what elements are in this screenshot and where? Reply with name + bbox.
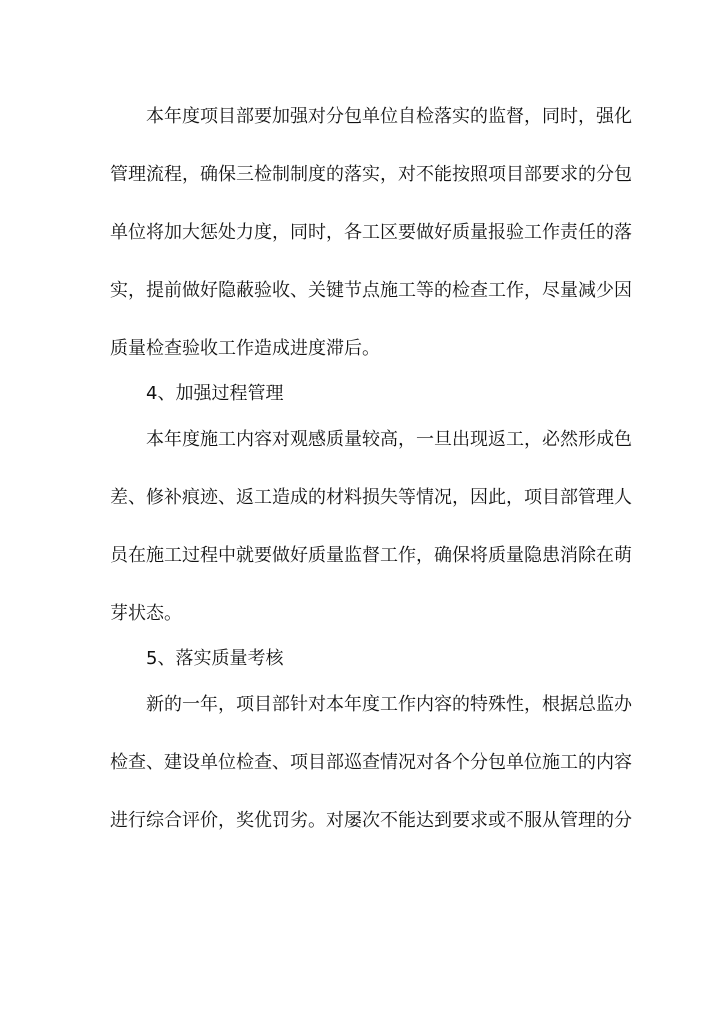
paragraph-line: 差、修补痕迹、返工造成的材料损失等情况，因此，项目部管理人 <box>110 487 632 508</box>
paragraph-line: 进行综合评价，奖优罚劣。对屡次不能达到要求或不服从管理的分 <box>110 810 632 831</box>
paragraph-line: 芽状态。 <box>110 603 182 624</box>
paragraph-line: 新的一年，项目部针对本年度工作内容的特殊性，根据总监办 <box>146 694 632 715</box>
section-heading: 5、落实质量考核 <box>146 648 284 669</box>
paragraph-line: 单位将加大惩处力度，同时，各工区要做好质量报验工作责任的落 <box>110 222 632 243</box>
paragraph-line: 本年度项目部要加强对分包单位自检落实的监督，同时，强化 <box>146 106 632 127</box>
paragraph-line: 本年度施工内容对观感质量较高，一旦出现返工，必然形成色 <box>146 429 632 450</box>
paragraph-line: 员在施工过程中就要做好质量监督工作，确保将质量隐患消除在萌 <box>110 545 632 566</box>
paragraph-line: 实，提前做好隐蔽验收、关键节点施工等的检查工作，尽量减少因 <box>110 280 632 301</box>
section-heading: 4、加强过程管理 <box>146 383 284 404</box>
paragraph-line: 检查、建设单位检查、项目部巡查情况对各个分包单位施工的内容 <box>110 752 632 773</box>
paragraph-line: 管理流程，确保三检制制度的落实，对不能按照项目部要求的分包 <box>110 164 632 185</box>
paragraph-line: 质量检查验收工作造成进度滞后。 <box>110 338 380 359</box>
